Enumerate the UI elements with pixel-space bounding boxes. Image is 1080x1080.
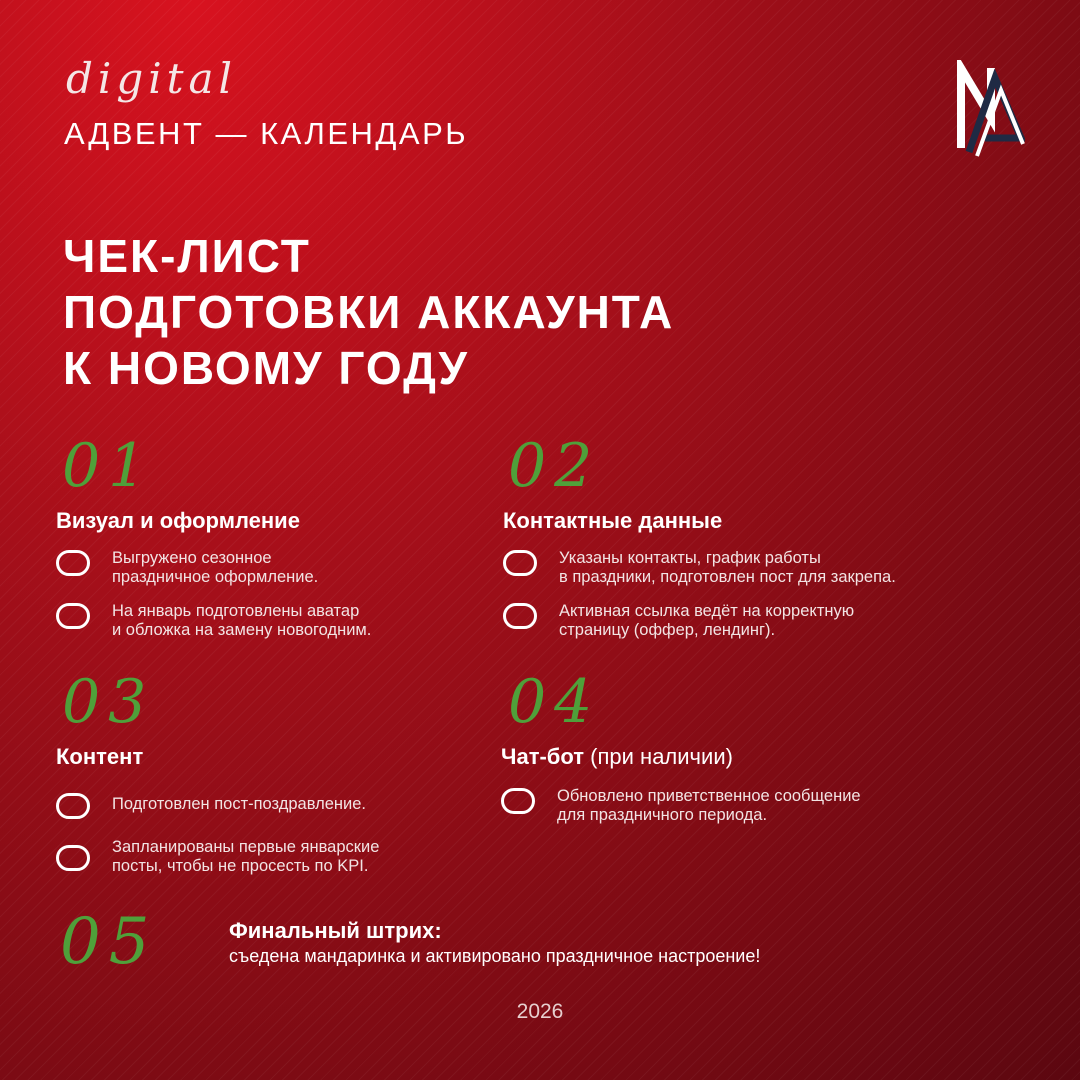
checkbox[interactable] <box>56 550 90 576</box>
checklist-item[interactable] <box>503 549 896 587</box>
section-title <box>503 508 722 534</box>
final-text: съедена мандаринка и активировано праздничное настроение! <box>229 946 761 966</box>
section-title-suffix: (при наличии) <box>584 744 733 769</box>
title-line: ЧЕК-ЛИСТ <box>63 230 311 282</box>
section-title-text: Визуал и оформление <box>56 508 300 533</box>
header-script-word: digital <box>66 54 237 103</box>
checkbox[interactable] <box>503 550 537 576</box>
header-subtitle: АДВЕНТ — КАЛЕНДАРЬ <box>64 116 469 151</box>
checkbox[interactable] <box>56 793 90 819</box>
section-title-text: Контент <box>56 744 144 769</box>
checklist-item-text: Активная ссылка ведёт на корректную страницу (оффер, лендинг). <box>559 602 855 639</box>
final-number: 05 <box>60 905 158 979</box>
checklist-item-text: Выгружено сезонное праздничное оформление. <box>112 549 319 586</box>
checklist-item[interactable] <box>56 549 318 587</box>
checklist-item[interactable] <box>503 602 854 640</box>
section-title <box>56 508 300 534</box>
checkbox[interactable] <box>501 788 535 814</box>
checklist-item-text: Подготовлен пост-поздравление. <box>112 795 367 813</box>
section-number: 02 <box>508 431 601 501</box>
brand-logo-icon <box>955 60 1025 160</box>
section-title <box>501 744 733 770</box>
checklist-item[interactable] <box>56 838 379 876</box>
section-title-text: Контактные данные <box>503 508 723 533</box>
section-title-text: Чат-бот <box>501 744 585 769</box>
checkbox[interactable] <box>503 603 537 629</box>
checklist-item-text: Указаны контакты, график работы в праздники, подготовлен пост для закрепа. <box>559 549 896 586</box>
checklist-item[interactable] <box>56 602 371 640</box>
footer-year: 2026 <box>516 1000 564 1023</box>
page-title <box>63 228 674 396</box>
section-title <box>56 744 143 770</box>
section-number: 01 <box>62 431 155 501</box>
final-title: Финальный штрих: <box>229 918 442 943</box>
checkbox[interactable] <box>56 603 90 629</box>
checkbox[interactable] <box>56 845 90 871</box>
checklist-item-text: На январь подготовлены аватар и обложка на замену новогодним. <box>112 602 372 639</box>
title-line: ПОДГОТОВКИ АККАУНТА <box>63 286 675 338</box>
checklist-item-text: Запланированы первые январские посты, чтобы не просесть по KPI. <box>112 838 380 875</box>
section-number: 03 <box>62 667 155 737</box>
title-line: К НОВОМУ ГОДУ <box>63 342 470 394</box>
section-number: 04 <box>508 667 601 737</box>
checklist-item[interactable] <box>501 787 861 825</box>
checklist-item[interactable] <box>56 792 366 819</box>
checklist-item-text: Обновлено приветственное сообщение для праздничного периода. <box>557 787 861 824</box>
